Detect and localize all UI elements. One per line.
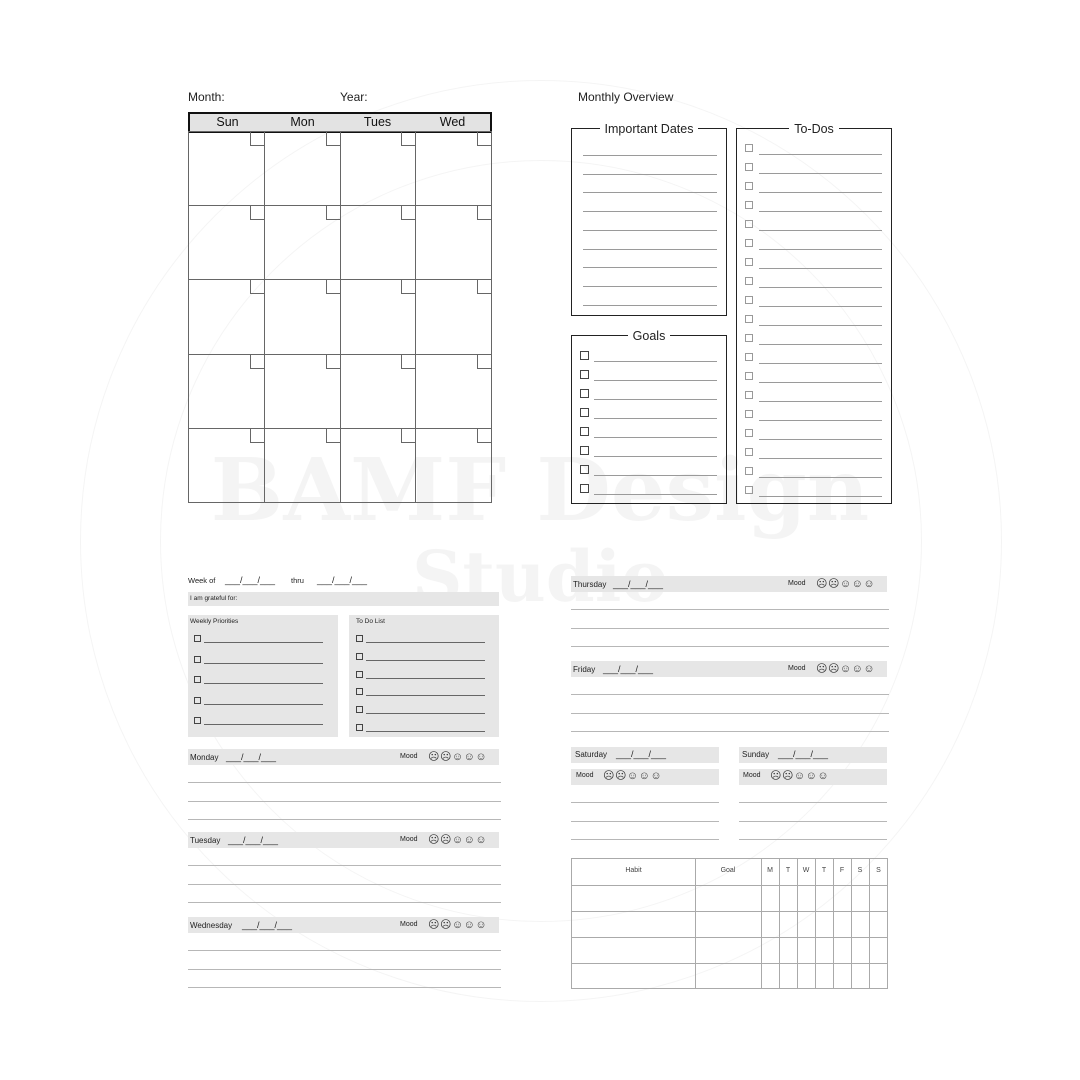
todo-line[interactable] <box>759 401 882 402</box>
day-number-box <box>477 132 491 146</box>
priority-line[interactable] <box>204 724 323 725</box>
goal-checkbox[interactable] <box>580 408 589 417</box>
priority-line[interactable] <box>204 704 323 705</box>
todo-checkbox[interactable] <box>745 277 753 285</box>
day-number-box <box>477 429 491 443</box>
saturday-mood-label: Mood <box>576 772 594 779</box>
goal-line[interactable] <box>594 475 717 476</box>
goal-checkbox[interactable] <box>580 389 589 398</box>
goal-col-header: Goal <box>720 867 736 874</box>
goal-line[interactable] <box>594 361 717 362</box>
priority-checkbox[interactable] <box>194 656 201 663</box>
todo-checkbox[interactable] <box>745 144 753 152</box>
todo-list-checkbox[interactable] <box>356 724 363 731</box>
day-number-box <box>326 429 340 443</box>
todo-list-checkbox[interactable] <box>356 635 363 642</box>
calendar-day-cell[interactable] <box>341 355 417 429</box>
overview-title: Monthly Overview <box>578 90 674 104</box>
day-number-box <box>326 206 340 220</box>
habit-tracker <box>571 858 888 989</box>
sunday-date: ___/___/___ <box>778 749 829 759</box>
tuesday-writing-line[interactable] <box>188 902 501 903</box>
calendar-day-cell[interactable] <box>265 355 341 429</box>
todo-list-checkbox[interactable] <box>356 688 363 695</box>
habit-col-divider <box>761 859 762 988</box>
habit-day-header: W <box>802 867 810 874</box>
goal-checkbox[interactable] <box>580 484 589 493</box>
todo-line[interactable] <box>759 249 882 250</box>
priority-checkbox[interactable] <box>194 676 201 683</box>
watermark-line1 <box>0 440 1080 541</box>
weekly-priorities-box <box>188 615 338 737</box>
wednesday-mood-faces[interactable]: ☹☹☺☺☺ <box>428 919 488 931</box>
saturday-mood-faces[interactable]: ☹☹☺☺☺ <box>603 770 663 782</box>
goals-title: Goals <box>628 329 671 343</box>
todo-checkbox[interactable] <box>745 391 753 399</box>
calendar-day-cell[interactable] <box>189 206 265 280</box>
todo-checkbox[interactable] <box>745 239 753 247</box>
day-number-box <box>250 280 264 294</box>
thursday-label: Thursday <box>573 580 607 589</box>
tuesday-date: ___/___/___ <box>228 835 279 845</box>
habit-col-header: Habit <box>625 867 642 874</box>
friday-mood-faces[interactable]: ☹☹☺☺☺ <box>816 663 876 675</box>
habit-col-divider <box>797 859 798 988</box>
day-number-box <box>477 206 491 220</box>
habit-row-divider <box>572 911 887 912</box>
habit-col-divider <box>869 859 870 988</box>
sunday-writing-line[interactable] <box>739 821 887 822</box>
day-number-box <box>401 355 415 369</box>
calendar-day-cell[interactable] <box>416 280 492 354</box>
goals-box <box>571 329 727 504</box>
tuesday-mood-label: Mood <box>400 836 418 843</box>
saturday-writing-line[interactable] <box>571 821 719 822</box>
habit-row-divider <box>572 885 887 886</box>
todo-line[interactable] <box>759 306 882 307</box>
calendar-day-cell[interactable] <box>341 280 417 354</box>
calendar-day-cell[interactable] <box>265 132 341 206</box>
habit-day-header: F <box>839 867 845 874</box>
monday-mood-faces[interactable]: ☹☹☺☺☺ <box>428 751 488 763</box>
todo-line[interactable] <box>759 268 882 269</box>
todo-checkbox[interactable] <box>745 448 753 456</box>
todo-checkbox[interactable] <box>745 296 753 304</box>
sunday-label: Sunday <box>742 750 770 759</box>
todo-checkbox[interactable] <box>745 182 753 190</box>
goal-line[interactable] <box>594 437 717 438</box>
todo-checkbox[interactable] <box>745 372 753 380</box>
priority-line[interactable] <box>204 683 323 684</box>
habit-col-divider <box>833 859 834 988</box>
goal-line[interactable] <box>594 380 717 381</box>
todo-checkbox[interactable] <box>745 410 753 418</box>
calendar-day-cell[interactable] <box>189 355 265 429</box>
goal-line[interactable] <box>594 399 717 400</box>
todo-list-line[interactable] <box>366 731 485 732</box>
calendar-day-cell[interactable] <box>416 429 492 503</box>
sunday-mood-faces[interactable]: ☹☹☺☺☺ <box>770 770 830 782</box>
calendar-header <box>188 112 492 133</box>
priority-line[interactable] <box>204 642 323 643</box>
friday-label: Friday <box>573 665 596 674</box>
todo-checkbox[interactable] <box>745 258 753 266</box>
important-date-line[interactable] <box>583 267 717 268</box>
goal-line[interactable] <box>594 418 717 419</box>
habit-row-divider <box>572 963 887 964</box>
day-number-box <box>250 132 264 146</box>
todo-line[interactable] <box>759 344 882 345</box>
todo-list-line[interactable] <box>366 695 485 696</box>
monday-writing-line[interactable] <box>188 819 501 820</box>
monday-date: ___/___/___ <box>226 752 277 762</box>
calendar-day-cell[interactable] <box>341 132 417 206</box>
calendar-day-cell[interactable] <box>265 429 341 503</box>
tuesday-label: Tuesday <box>190 836 221 845</box>
wednesday-writing-line[interactable] <box>188 987 501 988</box>
watermark-line2 <box>0 535 1080 618</box>
todo-checkbox[interactable] <box>745 315 753 323</box>
calendar-day-cell[interactable] <box>416 355 492 429</box>
todo-line[interactable] <box>759 496 882 497</box>
thru-date: ___/___/___ <box>317 575 368 585</box>
day-number-box <box>250 206 264 220</box>
todo-list-line[interactable] <box>366 642 485 643</box>
tuesday-writing-line[interactable] <box>188 865 501 866</box>
day-number-box <box>326 132 340 146</box>
todo-line[interactable] <box>759 477 882 478</box>
habit-col-divider <box>851 859 852 988</box>
todo-line[interactable] <box>759 211 882 212</box>
important-date-line[interactable] <box>583 192 717 193</box>
habit-col-divider <box>779 859 780 988</box>
saturday-writing-line[interactable] <box>571 839 719 840</box>
friday-writing-line[interactable] <box>571 731 889 732</box>
day-header-wed: Wed <box>439 115 466 129</box>
todo-checkbox[interactable] <box>745 486 753 494</box>
todo-line[interactable] <box>759 325 882 326</box>
calendar-grid <box>188 131 492 503</box>
todo-checkbox[interactable] <box>745 353 753 361</box>
goal-checkbox[interactable] <box>580 351 589 360</box>
thursday-writing-line[interactable] <box>571 628 889 629</box>
goal-checkbox[interactable] <box>580 465 589 474</box>
wednesday-label: Wednesday <box>190 921 233 930</box>
important-date-line[interactable] <box>583 211 717 212</box>
habit-day-header: S <box>857 867 863 874</box>
day-number-box <box>401 132 415 146</box>
tuesday-writing-line[interactable] <box>188 884 501 885</box>
week-of-date: ___/___/___ <box>225 575 276 585</box>
wednesday-date: ___/___/___ <box>242 920 293 930</box>
todo-line[interactable] <box>759 230 882 231</box>
todo-checkbox[interactable] <box>745 163 753 171</box>
weekly-priorities-title: Weekly Priorities <box>190 618 239 625</box>
todo-list-line[interactable] <box>366 713 485 714</box>
monday-label: Monday <box>190 753 219 762</box>
day-number-box <box>250 429 264 443</box>
todo-checkbox[interactable] <box>745 220 753 228</box>
calendar-day-cell[interactable] <box>341 429 417 503</box>
calendar-day-cell[interactable] <box>265 206 341 280</box>
habit-day-header: S <box>876 867 881 874</box>
friday-writing-line[interactable] <box>571 713 889 714</box>
habit-col-divider <box>815 859 816 988</box>
saturday-date: ___/___/___ <box>616 749 667 759</box>
important-date-line[interactable] <box>583 174 717 175</box>
sunday-mood-label: Mood <box>743 772 761 779</box>
wednesday-writing-line[interactable] <box>188 950 501 951</box>
todo-line[interactable] <box>759 439 882 440</box>
todo-list-checkbox[interactable] <box>356 706 363 713</box>
goal-checkbox[interactable] <box>580 427 589 436</box>
calendar-day-cell[interactable] <box>416 206 492 280</box>
todo-line[interactable] <box>759 192 882 193</box>
monday-mood-label: Mood <box>400 753 418 760</box>
thursday-writing-line[interactable] <box>571 646 889 647</box>
calendar-day-cell[interactable] <box>265 280 341 354</box>
habit-day-header: T <box>785 867 791 874</box>
monday-writing-line[interactable] <box>188 782 501 783</box>
calendar-day-cell[interactable] <box>189 280 265 354</box>
todo-list-title: To Do List <box>356 618 385 625</box>
sunday-writing-line[interactable] <box>739 839 887 840</box>
thursday-writing-line[interactable] <box>571 609 889 610</box>
day-number-box <box>401 280 415 294</box>
day-header-mon: Mon <box>290 115 315 129</box>
todo-line[interactable] <box>759 458 882 459</box>
thursday-date: ___/___/___ <box>613 579 664 589</box>
todo-line[interactable] <box>759 287 882 288</box>
habit-day-header: T <box>821 867 827 874</box>
day-number-box <box>401 429 415 443</box>
thursday-mood-label: Mood <box>788 580 806 587</box>
todo-checkbox[interactable] <box>745 429 753 437</box>
important-date-line[interactable] <box>583 286 717 287</box>
day-header-sun: Sun <box>216 115 239 129</box>
thru-label: thru <box>291 576 304 585</box>
day-number-box <box>326 355 340 369</box>
important-date-line[interactable] <box>583 155 717 156</box>
priority-checkbox[interactable] <box>194 697 201 704</box>
calendar-day-cell[interactable] <box>416 132 492 206</box>
goal-checkbox[interactable] <box>580 446 589 455</box>
todo-line[interactable] <box>759 154 882 155</box>
priority-checkbox[interactable] <box>194 635 201 642</box>
day-header-tues: Tues <box>363 115 392 129</box>
day-number-box <box>477 355 491 369</box>
day-number-box <box>401 206 415 220</box>
monday-writing-line[interactable] <box>188 801 501 802</box>
important-date-line[interactable] <box>583 305 717 306</box>
wednesday-writing-line[interactable] <box>188 969 501 970</box>
friday-writing-line[interactable] <box>571 694 889 695</box>
todo-line[interactable] <box>759 363 882 364</box>
day-number-box <box>250 355 264 369</box>
day-number-box <box>326 280 340 294</box>
todo-list-checkbox[interactable] <box>356 671 363 678</box>
friday-mood-label: Mood <box>788 665 806 672</box>
week-of-label: Week of <box>188 576 216 585</box>
tuesday-mood-faces[interactable]: ☹☹☺☺☺ <box>428 834 488 846</box>
day-number-box <box>477 280 491 294</box>
calendar-day-cell[interactable] <box>341 206 417 280</box>
todo-list-box <box>349 615 499 737</box>
important-date-line[interactable] <box>583 230 717 231</box>
priority-line[interactable] <box>204 663 323 664</box>
todo-line[interactable] <box>759 420 882 421</box>
todo-list-checkbox[interactable] <box>356 653 363 660</box>
wednesday-mood-label: Mood <box>400 921 418 928</box>
friday-date: ___/___/___ <box>603 664 654 674</box>
todos-box <box>736 122 892 504</box>
goal-line[interactable] <box>594 456 717 457</box>
todo-line[interactable] <box>759 173 882 174</box>
todo-checkbox[interactable] <box>745 201 753 209</box>
todo-list-line[interactable] <box>366 660 485 661</box>
sunday-writing-line[interactable] <box>739 802 887 803</box>
important-dates-box <box>571 122 727 316</box>
calendar-day-cell[interactable] <box>189 132 265 206</box>
habit-day-header: M <box>767 867 773 874</box>
todos-title: To-Dos <box>789 122 839 136</box>
calendar-day-cell[interactable] <box>189 429 265 503</box>
todo-checkbox[interactable] <box>745 334 753 342</box>
saturday-writing-line[interactable] <box>571 802 719 803</box>
important-date-line[interactable] <box>583 249 717 250</box>
habit-col-divider <box>695 859 696 988</box>
habit-row-divider <box>572 937 887 938</box>
saturday-label: Saturday <box>575 750 608 759</box>
todo-checkbox[interactable] <box>745 467 753 475</box>
month-label: Month: <box>188 90 225 104</box>
todo-line[interactable] <box>759 382 882 383</box>
year-label: Year: <box>340 90 368 104</box>
grateful-label: I am grateful for: <box>190 595 238 602</box>
thursday-mood-faces[interactable]: ☹☹☺☺☺ <box>816 578 876 590</box>
important-dates-title: Important Dates <box>600 122 699 136</box>
goal-line[interactable] <box>594 494 717 495</box>
priority-checkbox[interactable] <box>194 717 201 724</box>
todo-list-line[interactable] <box>366 678 485 679</box>
goal-checkbox[interactable] <box>580 370 589 379</box>
